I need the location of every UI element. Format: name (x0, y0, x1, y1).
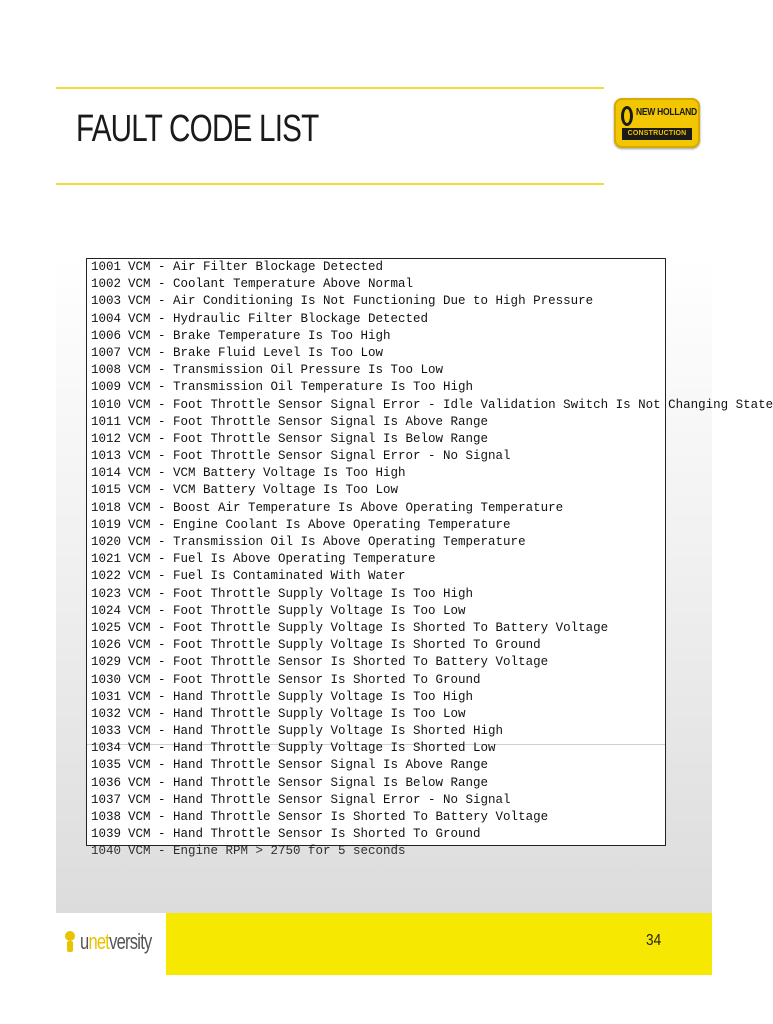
list-item (87, 276, 665, 293)
fault-code: 1029 (91, 655, 122, 670)
fault-description: VCM - Foot Throttle Supply Voltage Is Shorted To Battery Voltage (128, 620, 609, 635)
fault-description: VCM - Hand Throttle Sensor Signal Is Below Range (128, 775, 489, 790)
page-title: FAULT CODE LIST (76, 108, 319, 150)
list-item (87, 397, 773, 414)
fault-code: 1031 (91, 689, 122, 704)
fault-description: VCM - Foot Throttle Sensor Signal Error - No Signal (128, 449, 511, 464)
list-item (87, 809, 665, 826)
fault-description: VCM - Hand Throttle Supply Voltage Is Too High (128, 689, 474, 704)
fault-description: VCM - Foot Throttle Supply Voltage Is Shorted To Ground (128, 638, 541, 653)
list-item (87, 757, 665, 774)
page-number: 34 (646, 932, 662, 949)
logo-wordmark: unetversity (80, 929, 152, 954)
list-item (87, 379, 665, 396)
fault-code: 1037 (91, 792, 122, 807)
fault-description: VCM - Hand Throttle Supply Voltage Is Shorted High (128, 724, 504, 739)
list-item (87, 775, 665, 792)
fault-code: 1012 (91, 431, 122, 446)
fault-code: 1014 (91, 466, 122, 481)
fault-description: VCM - Engine Coolant Is Above Operating Temperature (128, 517, 511, 532)
list-item (87, 672, 665, 689)
person-icon (64, 931, 76, 953)
list-item (87, 414, 665, 431)
fault-description: VCM - Hand Throttle Supply Voltage Is Too Low (128, 706, 466, 721)
fault-code: 1007 (91, 345, 122, 360)
fault-description: VCM - Hand Throttle Sensor Is Shorted To Battery Voltage (128, 810, 549, 824)
fault-code: 1019 (91, 517, 122, 532)
fault-description: VCM - Fuel Is Above Operating Temperature (128, 552, 436, 567)
fault-code: 1038 (91, 810, 122, 824)
fault-code: 1024 (91, 603, 122, 618)
fault-code: 1039 (91, 827, 122, 842)
list-item (87, 826, 665, 843)
list-item (87, 792, 665, 809)
list-item (87, 311, 665, 328)
list-item (87, 345, 665, 362)
list-item (87, 843, 665, 860)
fault-code: 1003 (91, 294, 122, 309)
list-item (87, 723, 665, 740)
list-item (87, 637, 665, 654)
fault-code: 1001 (91, 260, 122, 274)
brand-name: NEW HOLLAND (636, 107, 697, 118)
fault-description: VCM - Foot Throttle Sensor Signal Is Below Range (128, 431, 489, 446)
list-item (87, 362, 665, 379)
fault-description: VCM - Air Filter Blockage Detected (128, 260, 384, 274)
list-item (87, 259, 665, 276)
list-item (87, 654, 665, 671)
unetversity-logo (64, 930, 175, 954)
header-top-rule (56, 87, 604, 89)
fault-code: 1023 (91, 586, 122, 601)
fault-description: VCM - Coolant Temperature Above Normal (128, 277, 414, 292)
list-item (87, 706, 665, 723)
list-item (87, 482, 665, 499)
fault-description: VCM - Foot Throttle Supply Voltage Is Too Low (128, 603, 466, 618)
fault-description: VCM - VCM Battery Voltage Is Too Low (128, 483, 399, 498)
fault-description: VCM - Boost Air Temperature Is Above Operating Temperature (128, 500, 564, 515)
list-item (87, 568, 665, 585)
fault-code: 1030 (91, 672, 122, 687)
fault-code: 1006 (91, 328, 122, 343)
fault-description: VCM - Hand Throttle Supply Voltage Is Shorted Low (128, 741, 496, 756)
list-item (87, 293, 665, 310)
fault-code: 1018 (91, 500, 122, 515)
fault-description: VCM - Transmission Oil Temperature Is Too High (128, 380, 474, 395)
fault-description: VCM - Foot Throttle Sensor Signal Error - Idle Validation Switch Is Not Changing State (128, 397, 773, 412)
fault-code: 1004 (91, 311, 122, 326)
fault-code: 1002 (91, 277, 122, 292)
list-item (87, 534, 665, 551)
fault-code: 1013 (91, 449, 122, 464)
list-item (87, 620, 665, 637)
fault-code-list (87, 259, 773, 861)
brand-subtitle: CONSTRUCTION (622, 128, 692, 140)
fault-description: VCM - Foot Throttle Supply Voltage Is Too High (128, 586, 474, 601)
list-item (87, 551, 665, 568)
fault-code: 1015 (91, 483, 122, 498)
list-item (87, 586, 665, 603)
fault-code: 1021 (91, 552, 122, 567)
fault-code: 1034 (91, 741, 122, 756)
fault-description: VCM - Brake Fluid Level Is Too Low (128, 345, 384, 360)
fault-description: VCM - Engine RPM > 2750 for 5 seconds (128, 844, 406, 859)
fault-description: VCM - Foot Throttle Sensor Is Shorted To Battery Voltage (128, 655, 549, 670)
leaf-icon (621, 106, 633, 126)
fault-code: 1009 (91, 380, 122, 395)
fault-code: 1025 (91, 620, 122, 635)
list-item (87, 689, 665, 706)
fault-description: VCM - Fuel Is Contaminated With Water (128, 569, 406, 584)
fault-description: VCM - Transmission Oil Pressure Is Too Low (128, 363, 444, 378)
fault-description: VCM - VCM Battery Voltage Is Too High (128, 466, 406, 481)
fault-code: 1008 (91, 363, 122, 378)
fault-code: 1033 (91, 724, 122, 739)
fault-description: VCM - Transmission Oil Is Above Operating Temperature (128, 535, 526, 549)
list-item (87, 603, 665, 620)
fault-description: VCM - Air Conditioning Is Not Functioning Due to High Pressure (128, 294, 594, 309)
list-item (87, 431, 665, 448)
fault-description: VCM - Foot Throttle Sensor Signal Is Above Range (128, 414, 489, 429)
fault-description: VCM - Hand Throttle Sensor Signal Is Above Range (128, 758, 489, 773)
list-item (87, 328, 665, 345)
fault-description: VCM - Brake Temperature Is Too High (128, 328, 391, 343)
header-bottom-rule (56, 183, 604, 185)
list-item (87, 740, 665, 757)
fault-code: 1022 (91, 569, 122, 584)
fault-code-box (86, 258, 773, 859)
fault-code: 1032 (91, 706, 122, 721)
new-holland-logo (614, 98, 700, 148)
fault-code: 1011 (91, 414, 122, 429)
fault-code: 1026 (91, 638, 122, 653)
fault-description: VCM - Hand Throttle Sensor Signal Error - No Signal (128, 792, 511, 807)
fault-code: 1020 (91, 535, 122, 549)
fault-description: VCM - Hydraulic Filter Blockage Detected (128, 311, 429, 326)
fault-code: 1010 (91, 397, 122, 412)
list-item (87, 465, 665, 482)
fault-description: VCM - Foot Throttle Sensor Is Shorted To Ground (128, 672, 481, 687)
list-item (87, 517, 665, 534)
fault-code: 1036 (91, 775, 122, 790)
list-item (87, 448, 665, 465)
fault-code: 1040 (91, 844, 122, 859)
fault-code: 1035 (91, 758, 122, 773)
fault-description: VCM - Hand Throttle Sensor Is Shorted To Ground (128, 827, 481, 842)
list-item (87, 500, 665, 517)
